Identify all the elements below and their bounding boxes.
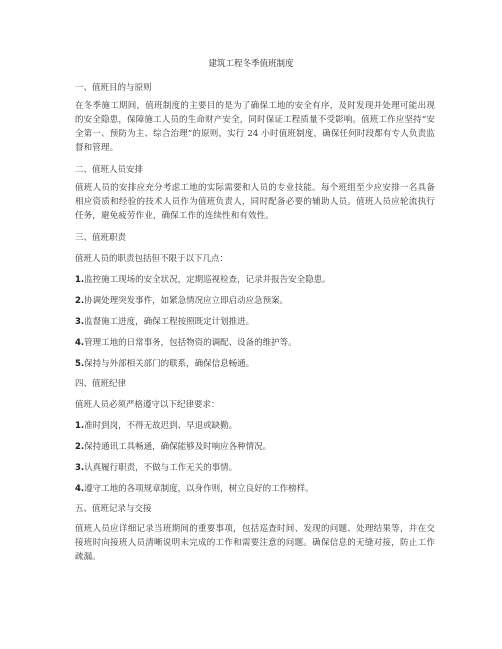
list-item (75, 295, 288, 307)
list-item-number: 4. (75, 484, 85, 494)
list-item-number: 2. (75, 296, 85, 306)
list-item (75, 462, 237, 474)
list-item-text: 遵守工地的各项规章制度，以身作则，树立良好的工作榜样。 (84, 484, 314, 494)
list-item-number: 1. (75, 275, 85, 285)
list-item-number: 2. (75, 442, 85, 452)
section-paragraph-purpose: 在冬季施工期间，值班制度的主要目的是为了确保工地的安全有序，及时发现并处理可能出现的安全隐患，保障施工人员的生命财产安全，同时保证工程质量不受影响。值班工作应坚持“安全第一、预防为主、综合治理”的原则，实行 24 小时值班制度，确保任何时段都有专人负责监督和管理。 (75, 101, 435, 153)
section-heading-purpose: 一、值班目的与原则 (75, 83, 152, 93)
list-item-number: 4. (75, 338, 85, 348)
section-paragraph-staffing: 值班人员的安排应充分考虑工地的实际需要和人员的专业技能。每个班组至少应安排一名具备相应资质和经验的技术人员作为值班负责人，同时配备必要的辅助人员。值班人员应轮流执行任务，避免疲劳作业，确保工作的连续性和有效性。 (75, 183, 435, 221)
list-item (75, 420, 237, 432)
list-item-text: 准时到岗，不得无故迟到、早退或缺勤。 (84, 421, 238, 431)
list-item-text: 监控施工现场的安全状况，定期巡视检查，记录并报告安全隐患。 (84, 275, 331, 285)
section-paragraph-records: 值班人员应详细记录当班期间的重要事项，包括巡查时间、发现的问题、处理结果等，并在交接班时向接班人员清晰说明未完成的工作和需要注意的问题。确保信息的无缝对接，防止工作疏漏。 (75, 524, 435, 562)
list-item (75, 441, 271, 453)
list-item-number: 1. (75, 421, 85, 431)
list-item-text: 保持通讯工具畅通，确保能够及时响应各种情况。 (84, 442, 272, 452)
list-item-number: 3. (75, 463, 85, 473)
list-item (75, 483, 314, 495)
list-item (75, 274, 331, 286)
list-item-text: 保持与外部相关部门的联系，确保信息畅通。 (84, 359, 255, 369)
section-heading-discipline: 四、值班纪律 (75, 379, 127, 389)
section-heading-staffing: 二、值班人员安排 (75, 165, 144, 175)
list-item-text: 管理工地的日常事务，包括物资的调配、设备的维护等。 (84, 338, 297, 348)
section-heading-duties: 三、值班职责 (75, 233, 127, 243)
list-item-text: 监督施工进度，确保工程按照既定计划推进。 (84, 317, 255, 327)
list-item (75, 316, 254, 328)
list-item-number: 3. (75, 317, 85, 327)
section-heading-records: 五、值班记录与交接 (75, 504, 152, 514)
list-item-text: 协调处理突发事件，如紧急情况应立即启动应急预案。 (84, 296, 289, 306)
list-item (75, 337, 297, 349)
document-title: 建筑工程冬季值班制度 (208, 59, 294, 69)
section-intro-discipline: 值班人员必须严格遵守以下纪律要求： (75, 400, 220, 410)
list-item (75, 358, 254, 370)
section-intro-duties: 值班人员的职责包括但不限于以下几点： (75, 254, 229, 264)
list-item-text: 认真履行职责，不做与工作无关的事情。 (84, 463, 238, 473)
list-item-number: 5. (75, 359, 85, 369)
